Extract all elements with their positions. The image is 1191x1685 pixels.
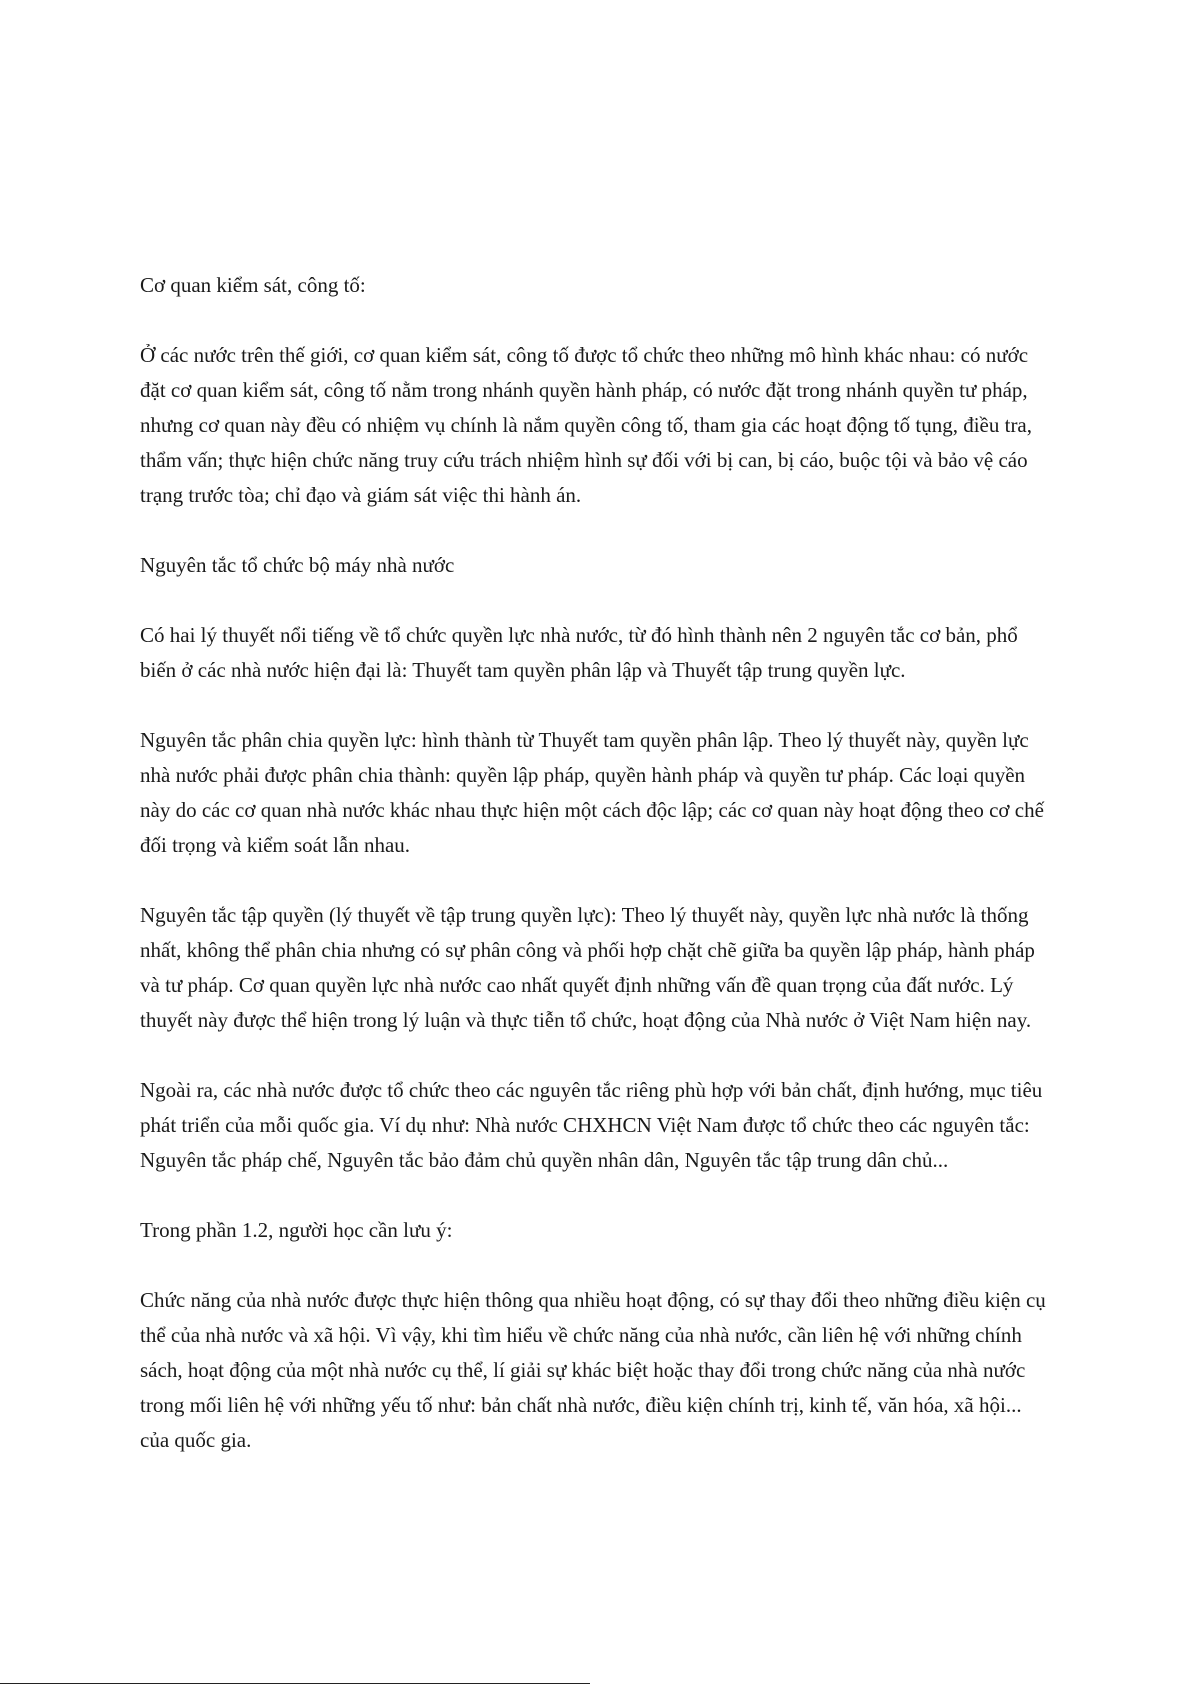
paragraph-separation-of-powers: Nguyên tắc phân chia quyền lực: hình thành từ Thuyết tam quyền phân lập. Theo lý thuyết này, quyền lực nhà nước phải được phân chia thành: quyền lập pháp, quyền hành pháp và quyền tư pháp. Các loại quyền này do các cơ quan nhà nước khác nhau thực hiện một cách độc lập; các cơ quan này hoạt động theo cơ chế đối trọng và kiểm soát lẫn nhau. bbox=[140, 728, 1044, 857]
paragraph-two-theories: Có hai lý thuyết nổi tiếng về tổ chức quyền lực nhà nước, từ đó hình thành nên 2 nguyên tắc cơ bản, phổ biến ở các nhà nước hiện đại là: Thuyết tam quyền phân lập và Thuyết tập trung quyền lực. bbox=[140, 623, 1018, 682]
footnote-divider bbox=[0, 1683, 590, 1684]
paragraph-other-principles: Ngoài ra, các nhà nước được tổ chức theo các nguyên tắc riêng phù hợp với bản chất, định hướng, mục tiêu phát triển của mỗi quốc gia. Ví dụ như: Nhà nước CHXHCN Việt Nam được tổ chức theo các nguyên tắc: Nguyên tắc pháp chế, Nguyên tắc bảo đảm chủ quyền nhân dân, Nguyên tắc tập trung dân chủ... bbox=[140, 1078, 1043, 1172]
paragraph-centralization-of-power: Nguyên tắc tập quyền (lý thuyết về tập trung quyền lực): Theo lý thuyết này, quyền lực nhà nước là thống nhất, không thể phân chia nhưng có sự phân công và phối hợp chặt chẽ giữa ba quyền lập pháp, hành pháp và tư pháp. Cơ quan quyền lực nhà nước cao nhất quyết định những vấn đề quan trọng của đất nước. Lý thuyết này được thể hiện trong lý luận và thực tiễn tổ chức, hoạt động của Nhà nước ở Việt Nam hiện nay. bbox=[140, 903, 1035, 1032]
section-heading-prosecution: Cơ quan kiểm sát, công tố: bbox=[140, 273, 366, 297]
document-body bbox=[140, 268, 1055, 1458]
section-heading-organization-principles: Nguyên tắc tổ chức bộ máy nhà nước bbox=[140, 553, 455, 577]
paragraph-prosecution-models: Ở các nước trên thế giới, cơ quan kiểm sát, công tố được tổ chức theo những mô hình khác nhau: có nước đặt cơ quan kiểm sát, công tố nằm trong nhánh quyền hành pháp, có nước đặt trong nhánh quyền tư pháp, nhưng cơ quan này đều có nhiệm vụ chính là nắm quyền công tố, tham gia các hoạt động tố tụng, điều tra, thẩm vấn; thực hiện chức năng truy cứu trách nhiệm hình sự đối với bị can, bị cáo, buộc tội và bảo vệ cáo trạng trước tòa; chỉ đạo và giám sát việc thi hành án. bbox=[140, 343, 1033, 507]
paragraph-state-functions: Chức năng của nhà nước được thực hiện thông qua nhiều hoạt động, có sự thay đổi theo những điều kiện cụ thể của nhà nước và xã hội. Vì vậy, khi tìm hiểu về chức năng của nhà nước, cần liên hệ với những chính sách, hoạt động của một nhà nước cụ thể, lí giải sự khác biệt hoặc thay đổi trong chức năng của nhà nước trong mối liên hệ với những yếu tố như: bản chất nhà nước, điều kiện chính trị, kinh tế, văn hóa, xã hội... của quốc gia. bbox=[140, 1288, 1046, 1452]
section-heading-part-1-2: Trong phần 1.2, người học cần lưu ý: bbox=[140, 1218, 453, 1242]
